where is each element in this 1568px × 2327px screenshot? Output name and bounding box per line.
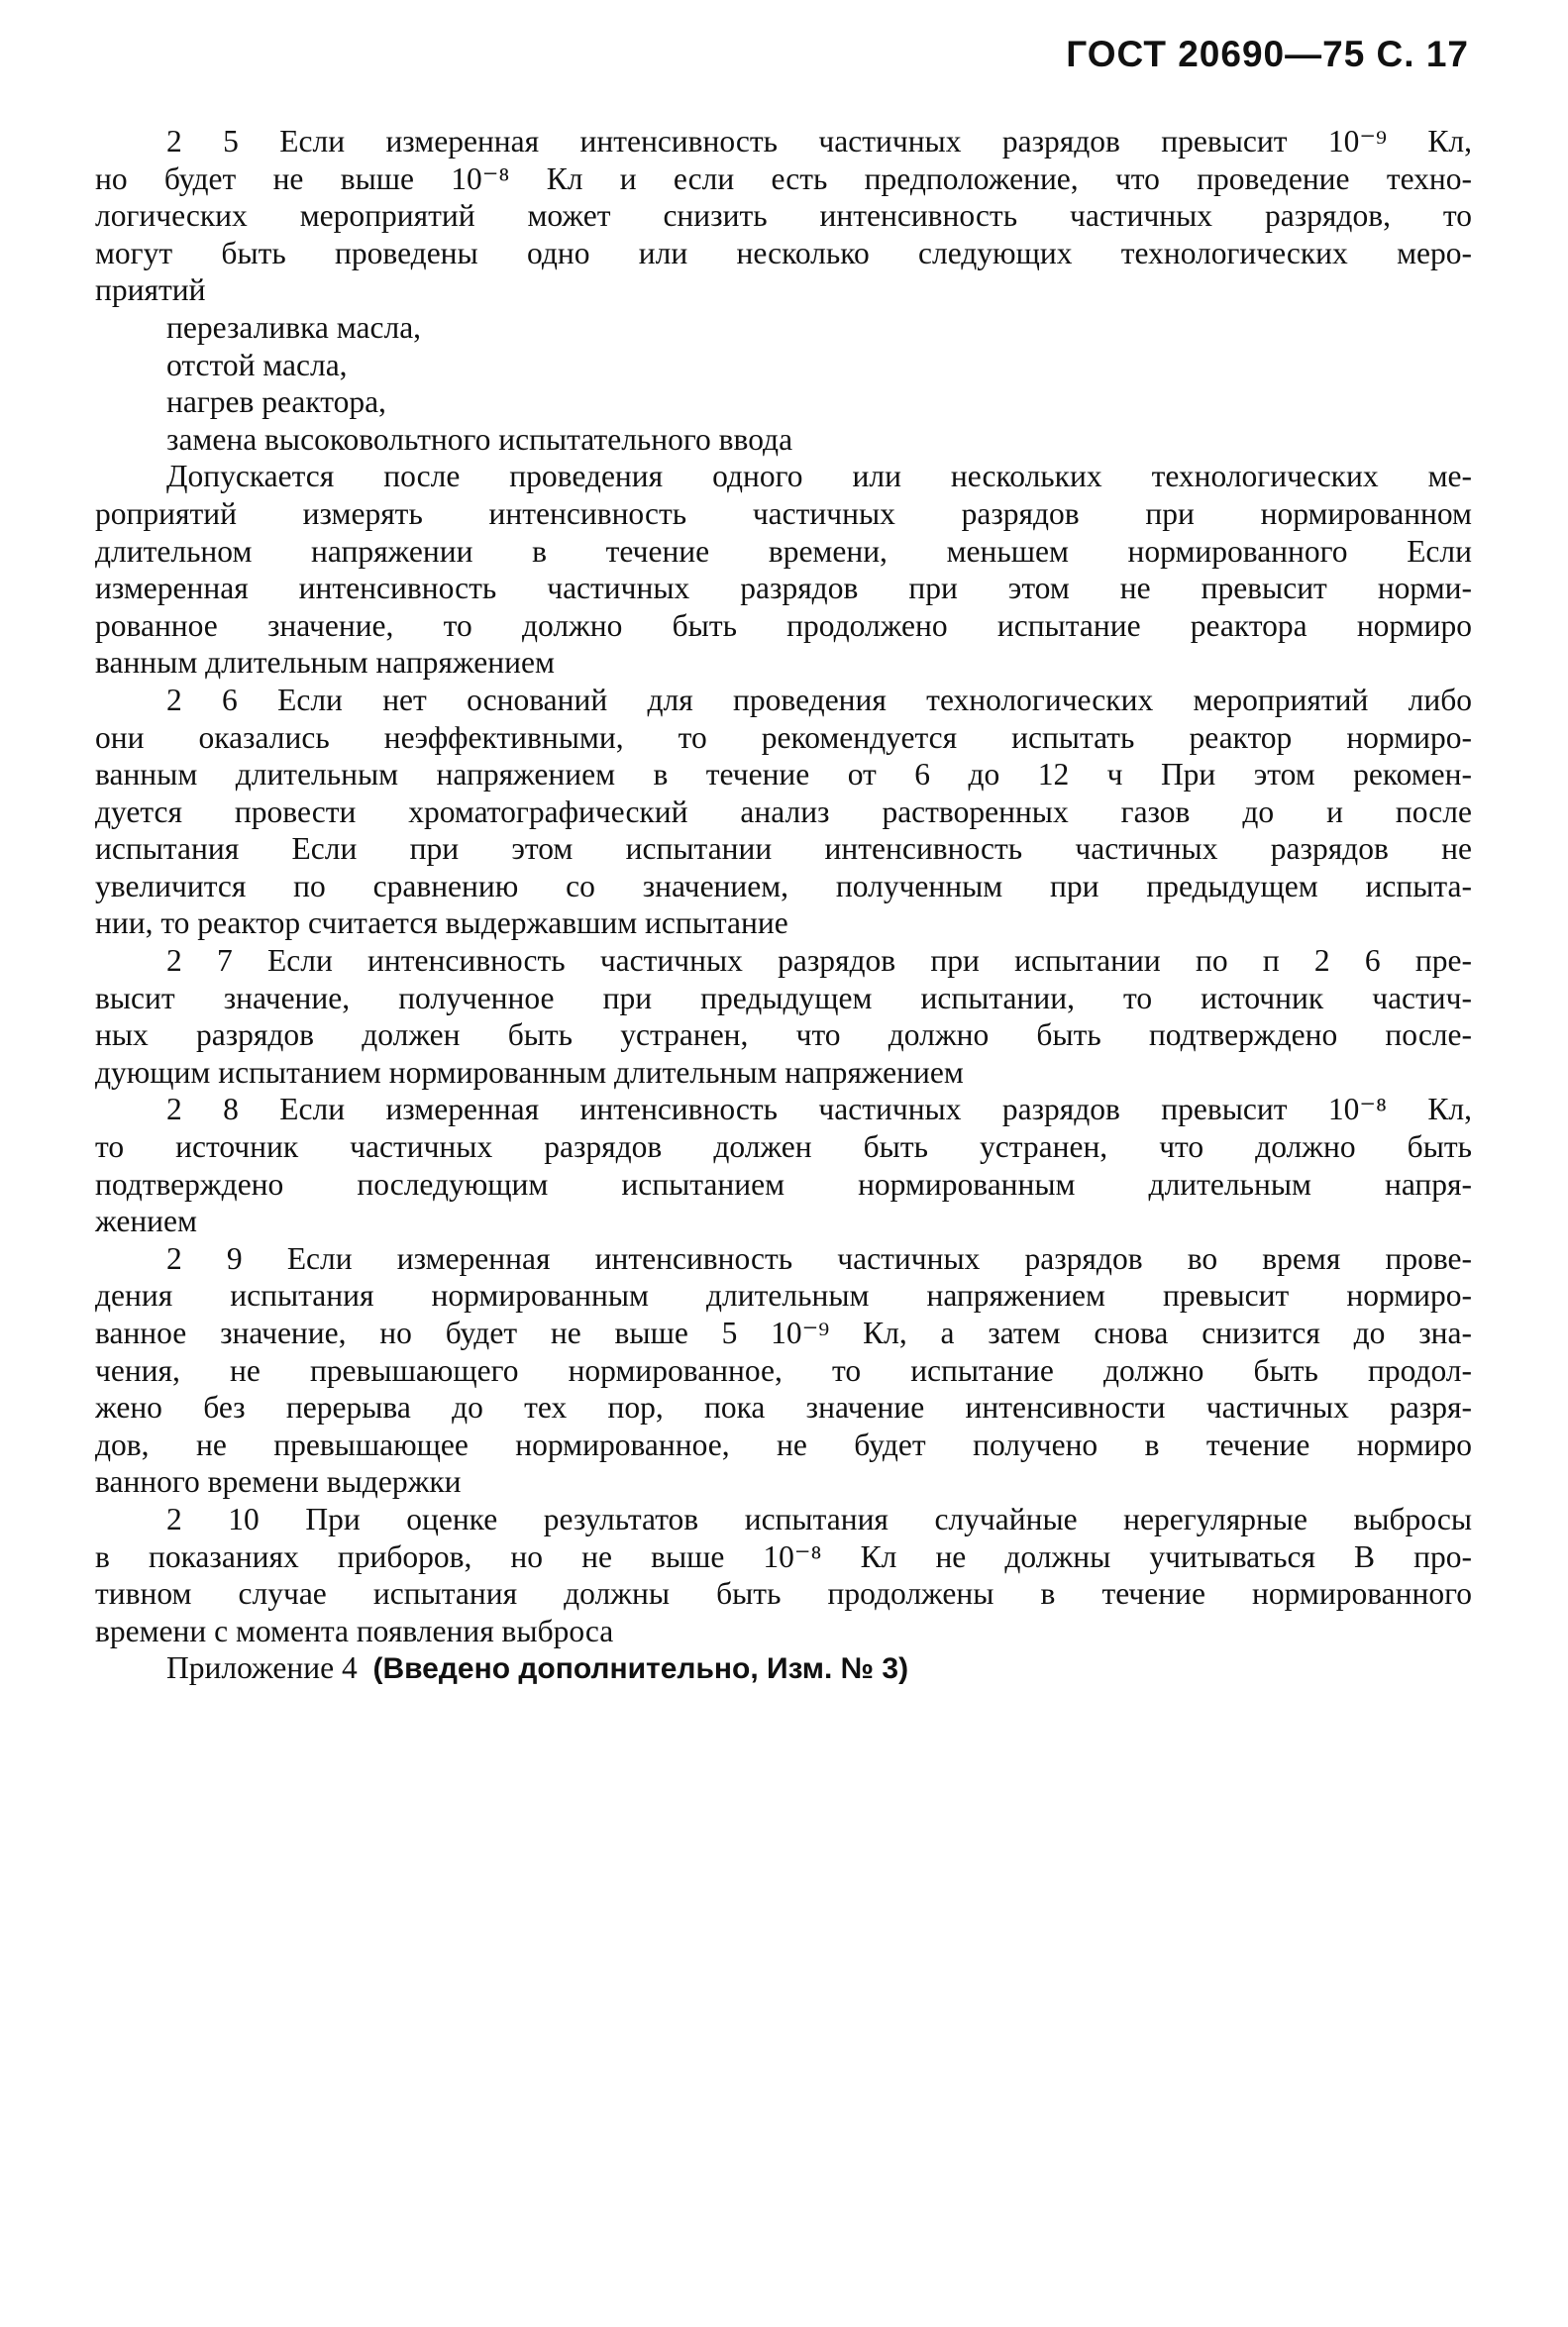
text-line: дующим испытанием нормированным длительным напряжением: [95, 1054, 964, 1090]
text-line: длительном напряжении в течение времени, меньшем нормированного Если: [95, 533, 1472, 569]
text-line: 2 7 Если интенсивность частичных разрядов при испытании по п 2 6 пре-: [166, 943, 1472, 979]
text-line: испытания Если при этом испытании интенсивность частичных разрядов не: [95, 831, 1472, 867]
text-line: жено без перерыва до тех пор, пока значение интенсивности частичных разря-: [95, 1390, 1472, 1426]
text-line: высит значение, полученное при предыдущем испытании, то источник частич-: [95, 980, 1472, 1015]
text-line: то источник частичных разрядов должен быть устранен, что должно быть: [95, 1129, 1472, 1165]
list-item: замена высоковольтного испытательного ввода: [166, 421, 793, 457]
appendix-note: [95, 1649, 1472, 1687]
list-item: отстой масла,: [166, 347, 348, 382]
text-line: ных разрядов должен быть устранен, что должно быть подтверждено после-: [95, 1017, 1472, 1053]
text-line: приятий: [95, 272, 206, 308]
list-item: нагрев реактора,: [166, 384, 386, 420]
text-line: но будет не выше 10⁻⁸ Кл и если есть предположение, что проведение техно-: [95, 160, 1472, 196]
text-line: логических мероприятий может снизить интенсивность частичных разрядов, то: [95, 198, 1472, 234]
page-header: ГОСТ 20690—75 С. 17: [1066, 34, 1469, 74]
text-line: Допускается после проведения одного или нескольких технологических ме-: [166, 459, 1472, 494]
text-line: измеренная интенсивность частичных разрядов при этом не превысит норми-: [95, 571, 1472, 606]
list-item: перезаливка масла,: [166, 309, 422, 345]
text-line: роприятий измерять интенсивность частичных разрядов при нормированном: [95, 495, 1472, 531]
text-line: дения испытания нормированным длительным напряжением превысит нормиро-: [95, 1278, 1472, 1314]
text-line: нии, то реактор считается выдержавшим испытание: [95, 905, 788, 941]
text-line: они оказались неэффективными, то рекомендуется испытать реактор нормиро-: [95, 719, 1472, 755]
main-text: [95, 123, 1472, 1687]
text-line: подтверждено последующим испытанием нормированным длительным напря-: [95, 1166, 1472, 1202]
text-line: времени с момента появления выброса: [95, 1613, 614, 1648]
text-line: 2 10 При оценке результатов испытания случайные нерегулярные выбросы: [166, 1501, 1472, 1536]
text-line: дов, не превышающее нормированное, не будет получено в течение нормиро: [95, 1427, 1472, 1462]
text-line: дуется провести хроматографический анализ растворенных газов до и после: [95, 793, 1472, 829]
text-line: чения, не превышающего нормированное, то испытание должно быть продол-: [95, 1352, 1472, 1388]
text-line: 2 6 Если нет оснований для проведения технологических мероприятий либо: [166, 682, 1472, 717]
text-line: в показаниях приборов, но не выше 10⁻⁸ Кл не должны учитываться В про-: [95, 1538, 1472, 1574]
text-line: ванного времени выдержки: [95, 1464, 462, 1500]
text-line: ванным длительным напряжением в течение от 6 до 12 ч При этом рекомен-: [95, 757, 1472, 793]
text-line: тивном случае испытания должны быть продолжены в течение нормированного: [95, 1576, 1472, 1612]
text-line: ванное значение, но будет не выше 5 10⁻⁹ Кл, а затем снова снизится до зна-: [95, 1316, 1472, 1350]
text-line: 2 5 Если измеренная интенсивность частичных разрядов превысит 10⁻⁹ Кл,: [166, 124, 1472, 159]
text-line: жением: [95, 1204, 197, 1239]
appendix-label: Приложение 4: [166, 1650, 358, 1686]
text-line: 2 8 Если измеренная интенсивность частичных разрядов превысит 10⁻⁸ Кл,: [166, 1092, 1472, 1127]
text-line: рованное значение, то должно быть продолжено испытание реактора нормиро: [95, 607, 1472, 643]
amendment-note: (Введено дополнительно, Изм. № 3): [372, 1652, 909, 1686]
text-line: увеличится по сравнению со значением, полученным при предыдущем испыта-: [95, 868, 1472, 903]
text-line: ванным длительным напряжением: [95, 645, 555, 681]
text-line: могут быть проведены одно или несколько следующих технологических меро-: [95, 235, 1472, 270]
text-line: 2 9 Если измеренная интенсивность частичных разрядов во время прове-: [166, 1240, 1472, 1276]
